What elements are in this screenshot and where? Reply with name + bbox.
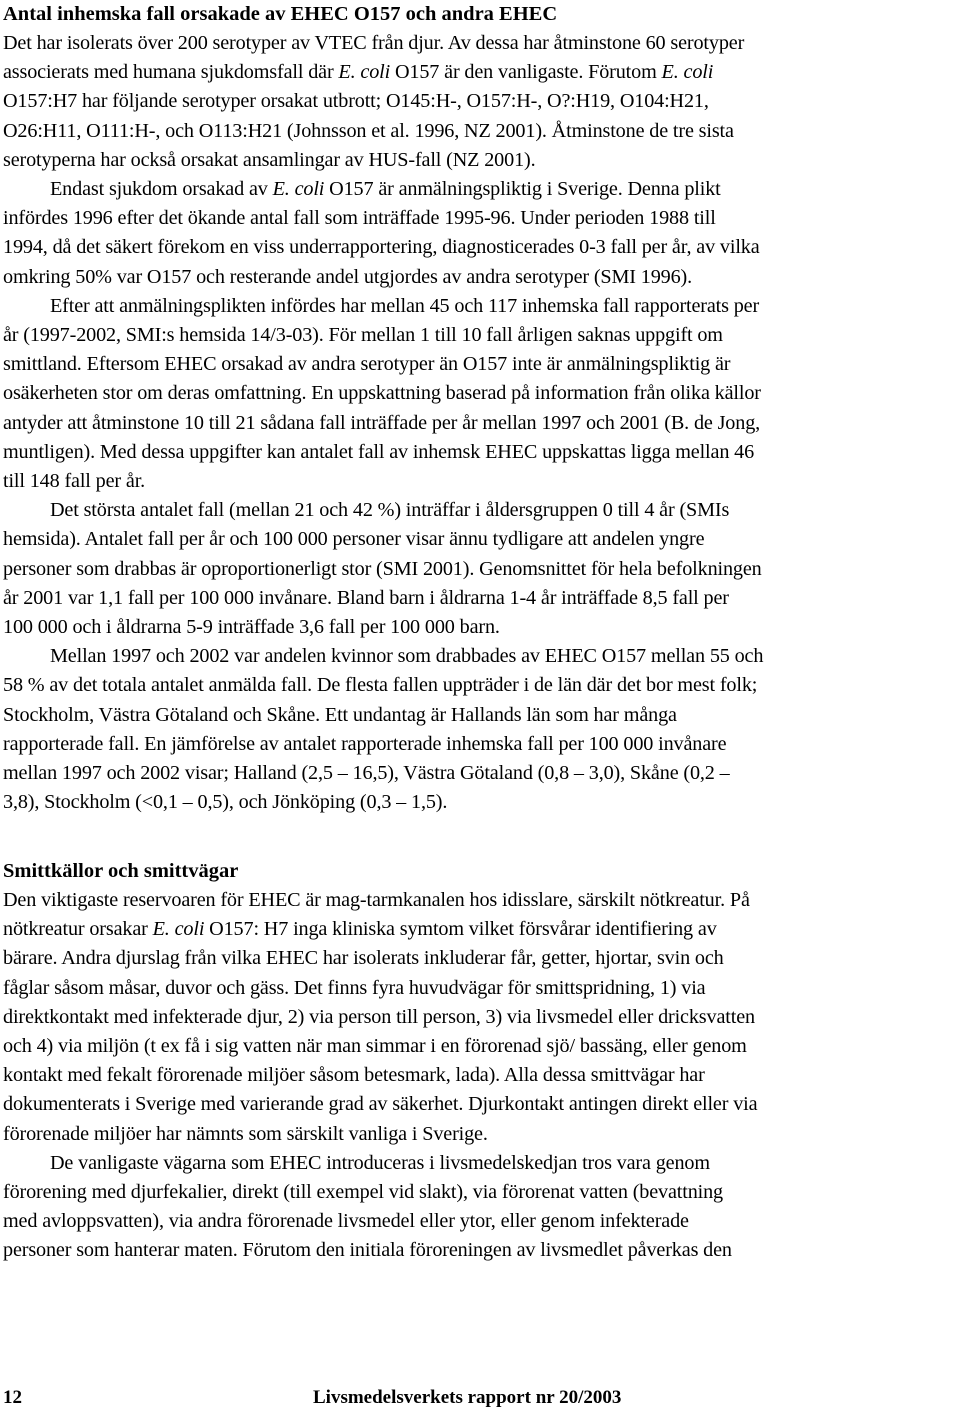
text-run: Den viktigaste reservoaren för EHEC är mag-tarmkanalen hos idisslare, särskilt nötkreatur. På (3, 889, 750, 911)
text-line (3, 117, 957, 146)
text-line (3, 467, 957, 496)
text-run: dokumenterats i Sverige med varierande grad av säkerhet. Djurkontakt antingen direkt eller via (3, 1093, 758, 1116)
text-line (3, 1032, 957, 1061)
text-run: O26:H11, O111:H-, och O113:H21 (Johnsson et al. 1996, NZ 2001). Åtminstone de tre sista (3, 119, 734, 142)
text-run: mellan 1997 och 2002 visar; Halland (2,5 – 16,5), Västra Götaland (0,8 – 3,0), Skåne (0,2 – (3, 762, 730, 785)
text-line (3, 292, 957, 321)
section-heading: Antal inhemska fall orsakade av EHEC O157 och andra EHEC (3, 3, 558, 25)
text-run: Mellan 1997 och 2002 var andelen kvinnor som drabbades av EHEC O157 mellan 55 och (50, 645, 764, 668)
text-run: O157 är anmälningspliktig i Sverige. Denna plikt (324, 178, 721, 201)
text-run: fåglar såsom måsar, duvor och gäss. Det finns fyra huvudvägar för smittspridning, 1) via (3, 976, 706, 999)
text-run: Stockholm, Västra Götaland och Skåne. Ett undantag är Hallands län som har många (3, 703, 677, 726)
publication-title: Livsmedelsverkets rapport nr 20/2003 (313, 1387, 622, 1408)
text-run: Efter att anmälningsplikten infördes har mellan 45 och 117 inhemska fall rapporterats per (50, 294, 760, 317)
text-line (3, 58, 957, 87)
italic-species-name: E. coli (338, 61, 391, 84)
page-number: 12 (3, 1387, 22, 1408)
text-line (3, 886, 957, 915)
text-run: muntligen). Med dessa uppgifter kan antalet fall av inhemsk EHEC uppskattas ligga mellan 46 (3, 440, 755, 463)
text-line (3, 1090, 957, 1119)
italic-species-name: E. coli (152, 918, 205, 941)
text-line (3, 974, 957, 1003)
text-line (3, 496, 957, 525)
text-line (3, 555, 957, 584)
text-line (3, 321, 957, 350)
text-line (3, 642, 957, 671)
text-line (3, 204, 957, 233)
text-run: smittland. Eftersom EHEC orsakad av andra serotyper än O157 inte är anmälningspliktig är (3, 353, 731, 376)
italic-species-name: E. coli (661, 61, 714, 84)
text-line (3, 525, 957, 554)
text-run: antyder att åtminstone 10 till 21 sådana fall inträffade per år mellan 1997 och 2001 (B. de Jong, (3, 411, 761, 434)
text-line (3, 1061, 957, 1090)
text-run: år 2001 var 1,1 fall per 100 000 invånare. Bland barn i åldrarna 1-4 år inträffade 8,5 fall per (3, 586, 729, 609)
text-line (3, 701, 957, 730)
section-ehec-cases (3, 0, 957, 817)
text-run: 100 000 och i åldrarna 5-9 inträffade 3,6 fall per 100 000 barn. (3, 616, 500, 639)
text-run: rapporterade fall. En jämförelse av antalet rapporterade inhemska fall per 100 000 invånare (3, 732, 727, 755)
text-run: 3,8), Stockholm (<0,1 – 0,5), och Jönköping (0,3 – 1,5). (3, 791, 448, 814)
text-run: O157 är den vanligaste. Förutom (390, 61, 662, 84)
text-run: nötkreatur orsakar (3, 918, 153, 941)
text-run: O157:H7 har följande serotyper orsakat utbrott; O145:H-, O157:H-, O?:H19, O104:H21, (3, 90, 709, 113)
text-run: till 148 fall per år. (3, 470, 146, 493)
text-line (3, 379, 957, 408)
section-body (3, 29, 957, 817)
text-line (3, 1149, 957, 1178)
text-run: hemsida). Antalet fall per år och 100 000 personer visar ännu tydligare att andelen yngre (3, 528, 705, 551)
text-line (3, 584, 957, 613)
text-run: förorening med djurfekalier, direkt (till exempel vid slakt), via förorenat vatten (bevattning (3, 1181, 723, 1204)
text-line (3, 944, 957, 973)
text-line (3, 175, 957, 204)
text-run: 58 % av det totala antalet anmälda fall. De flesta fallen uppträder i de län där det bor mest folk; (3, 674, 758, 697)
italic-species-name: E. coli (272, 178, 325, 201)
text-run: O157: H7 inga kliniska symtom vilket försvårar identifiering av (204, 918, 717, 941)
section-infection-sources (3, 857, 957, 1266)
text-line (3, 29, 957, 58)
text-line (3, 1236, 957, 1265)
text-line (3, 730, 957, 759)
text-run: Endast sjukdom orsakad av (50, 178, 273, 201)
text-line (3, 438, 957, 467)
text-run: år (1997-2002, SMI:s hemsida 14/3-03). För mellan 1 till 10 fall årligen saknas uppgift om (3, 324, 723, 347)
text-run: 1994, då det säkert förekom en viss underrapportering, diagnosticerades 0-3 fall per år, av vilka (3, 236, 760, 259)
text-line (3, 1207, 957, 1236)
text-line (3, 263, 957, 292)
text-run: kontakt med fekalt förorenade miljöer såsom betesmark, lada). Alla dessa smittvägar har (3, 1064, 705, 1087)
text-line (3, 350, 957, 379)
text-line (3, 613, 957, 642)
text-run: personer som hanterar maten. Förutom den initiala föroreningen av livsmedlet påverkas den (3, 1239, 732, 1262)
text-line (3, 1178, 957, 1207)
text-line (3, 409, 957, 438)
text-run: osäkerheten stor om deras omfattning. En uppskattning baserad på information från olika källor (3, 382, 761, 405)
text-line (3, 146, 957, 175)
text-line (3, 1003, 957, 1032)
text-run: personer som drabbas är oproportionerligt stor (SMI 2001). Genomsnittet för hela befolkningen (3, 557, 762, 580)
section-body (3, 886, 957, 1266)
text-line (3, 671, 957, 700)
text-line (3, 1120, 957, 1149)
text-line (3, 87, 957, 116)
text-run: De vanligaste vägarna som EHEC introduceras i livsmedelskedjan tros vara genom (50, 1151, 710, 1174)
text-line (3, 233, 957, 262)
text-line (3, 759, 957, 788)
text-run: associerats med humana sjukdomsfall där (3, 61, 339, 84)
text-run: omkring 50% var O157 och resterande andel utgjordes av andra serotyper (SMI 1996). (3, 265, 693, 288)
text-run: förorenade miljöer har nämnts som särskilt vanliga i Sverige. (3, 1122, 488, 1145)
text-run: bärare. Andra djurslag från vilka EHEC har isolerats inkluderar får, getter, hjortar, svin och (3, 947, 724, 970)
text-run: infördes 1996 efter det ökande antal fall som inträffade 1995-96. Under perioden 1988 till (3, 207, 716, 230)
text-line (3, 915, 957, 944)
text-run: direktkontakt med infekterade djur, 2) via person till person, 3) via livsmedel eller dricksvatten (3, 1005, 755, 1028)
text-run: med avloppsvatten), via andra förorenade livsmedel eller ytor, eller genom infekterade (3, 1210, 689, 1233)
text-line (3, 788, 957, 817)
text-run: Det största antalet fall (mellan 21 och 42 %) inträffar i åldersgruppen 0 till 4 år (SMIs (50, 499, 730, 522)
section-heading: Smittkällor och smittvägar (3, 860, 239, 882)
text-run: Det har isolerats över 200 serotyper av VTEC från djur. Av dessa har åtminstone 60 serotyper (3, 32, 745, 54)
text-run: och 4) via miljön (t ex få i sig vatten när man simmar i en förorenad sjö/ bassäng, eller genom (3, 1035, 747, 1058)
text-run: serotyperna har också orsakat ansamlingar av HUS-fall (NZ 2001). (3, 148, 536, 171)
